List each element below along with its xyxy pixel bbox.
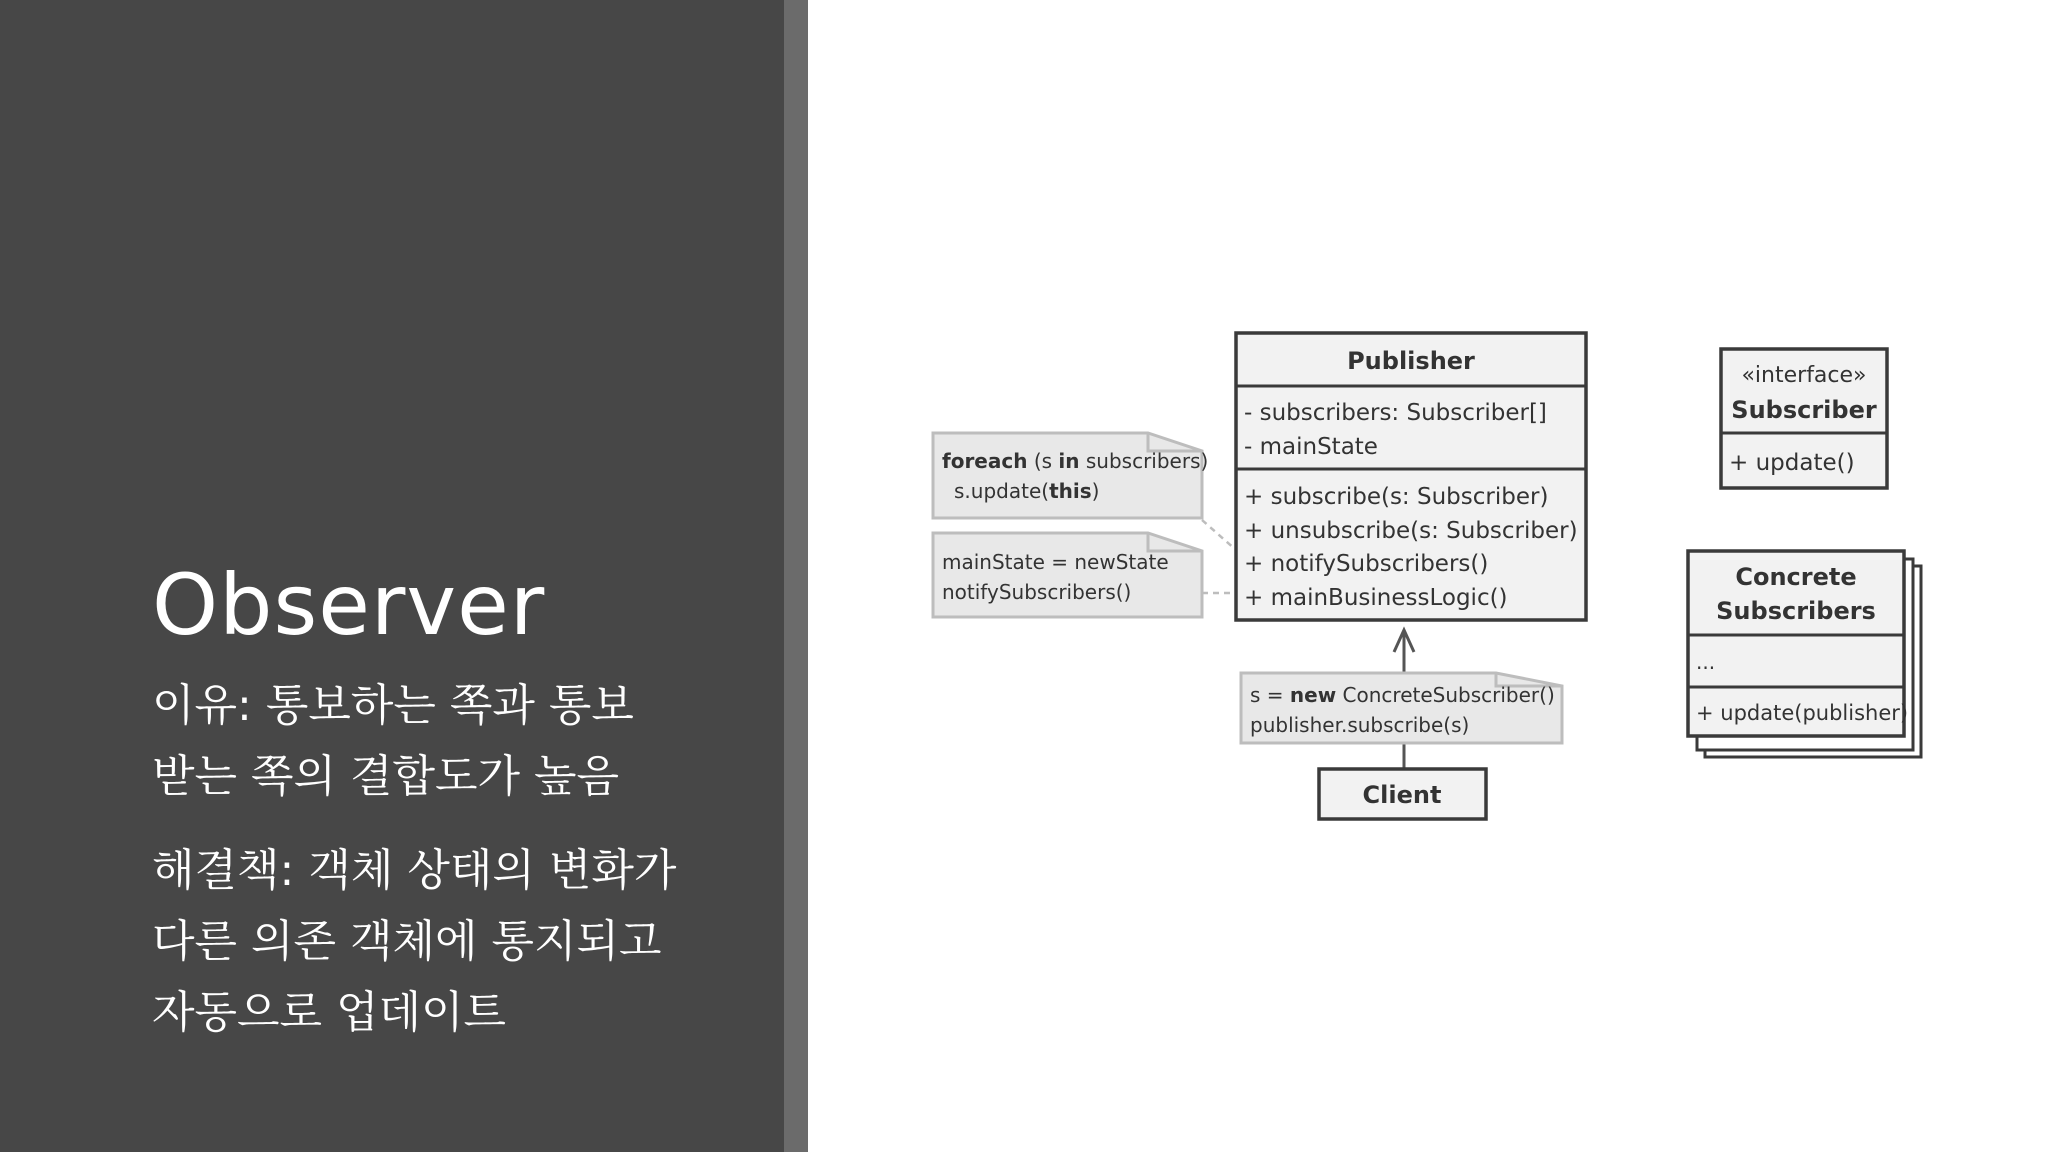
publisher-method-4: + mainBusinessLogic() <box>1244 585 1508 611</box>
publisher-method-3: + notifySubscribers() <box>1244 551 1489 577</box>
reason-line-2: 받는 쪽의 결합도가 높음 <box>152 751 619 802</box>
publisher-method-2: + unsubscribe(s: Subscriber) <box>1244 518 1578 544</box>
reason-line-1: 이유: 통보하는 쪽과 통보 <box>152 680 634 731</box>
note-foreach-line2-t1: s.update( <box>954 479 1050 503</box>
concrete-field-1: ... <box>1696 650 1716 674</box>
solution-line-2: 다른 의존 객체에 통지되고 <box>152 916 662 967</box>
publisher-field-2: - mainState <box>1244 434 1378 460</box>
note-state <box>933 533 1202 617</box>
subscriber-method-1: + update() <box>1729 450 1855 476</box>
subscriber-interface <box>1721 349 1887 488</box>
publisher-field-1: - subscribers: Subscriber[] <box>1244 400 1547 426</box>
note-foreach-line2-t2: ) <box>1091 479 1100 503</box>
subscriber-name: Subscriber <box>1731 396 1877 424</box>
note-state-line-1: mainState = newState <box>942 550 1169 574</box>
note-foreach-line2-kw: this <box>1049 479 1092 503</box>
concrete-name-line-2: Subscribers <box>1716 597 1876 625</box>
note-client-t2: ConcreteSubscriber() <box>1336 683 1555 707</box>
slide-title: Observer <box>152 556 546 654</box>
publisher-class <box>1236 333 1586 620</box>
svg-text:s.update(this) <box>954 479 1099 503</box>
solution-line-3: 자동으로 업데이트 <box>152 987 507 1038</box>
concrete-subscribers-class <box>1688 551 1921 757</box>
concrete-name-line-1: Concrete <box>1735 563 1857 591</box>
note-foreach-t2: subscribers) <box>1079 449 1209 473</box>
note-foreach-t1: (s <box>1027 449 1059 473</box>
svg-text:s = new ConcreteSubscriber() <box>1250 683 1555 707</box>
note-client-t1: s = <box>1250 683 1290 707</box>
note-state-line-2: notifySubscribers() <box>942 580 1132 604</box>
note-foreach-kw2: in <box>1058 449 1080 473</box>
client-name: Client <box>1362 781 1442 809</box>
note-foreach-kw1: foreach <box>942 449 1028 473</box>
note-foreach-connector <box>1202 520 1236 550</box>
publisher-name: Publisher <box>1347 347 1475 375</box>
note-foreach <box>933 433 1208 518</box>
note-client <box>1241 673 1562 743</box>
publisher-method-1: + subscribe(s: Subscriber) <box>1244 484 1549 510</box>
note-client-line-2: publisher.subscribe(s) <box>1250 713 1470 737</box>
svg-text:foreach (s in subscribers) <box>942 449 1208 473</box>
concrete-method-1: + update(publisher) <box>1696 701 1909 725</box>
client-class <box>1319 769 1486 819</box>
solution-line-1: 해결책: 객체 상태의 변화가 <box>152 845 677 896</box>
subscriber-stereotype: «interface» <box>1741 363 1867 388</box>
note-client-kw: new <box>1289 683 1337 707</box>
